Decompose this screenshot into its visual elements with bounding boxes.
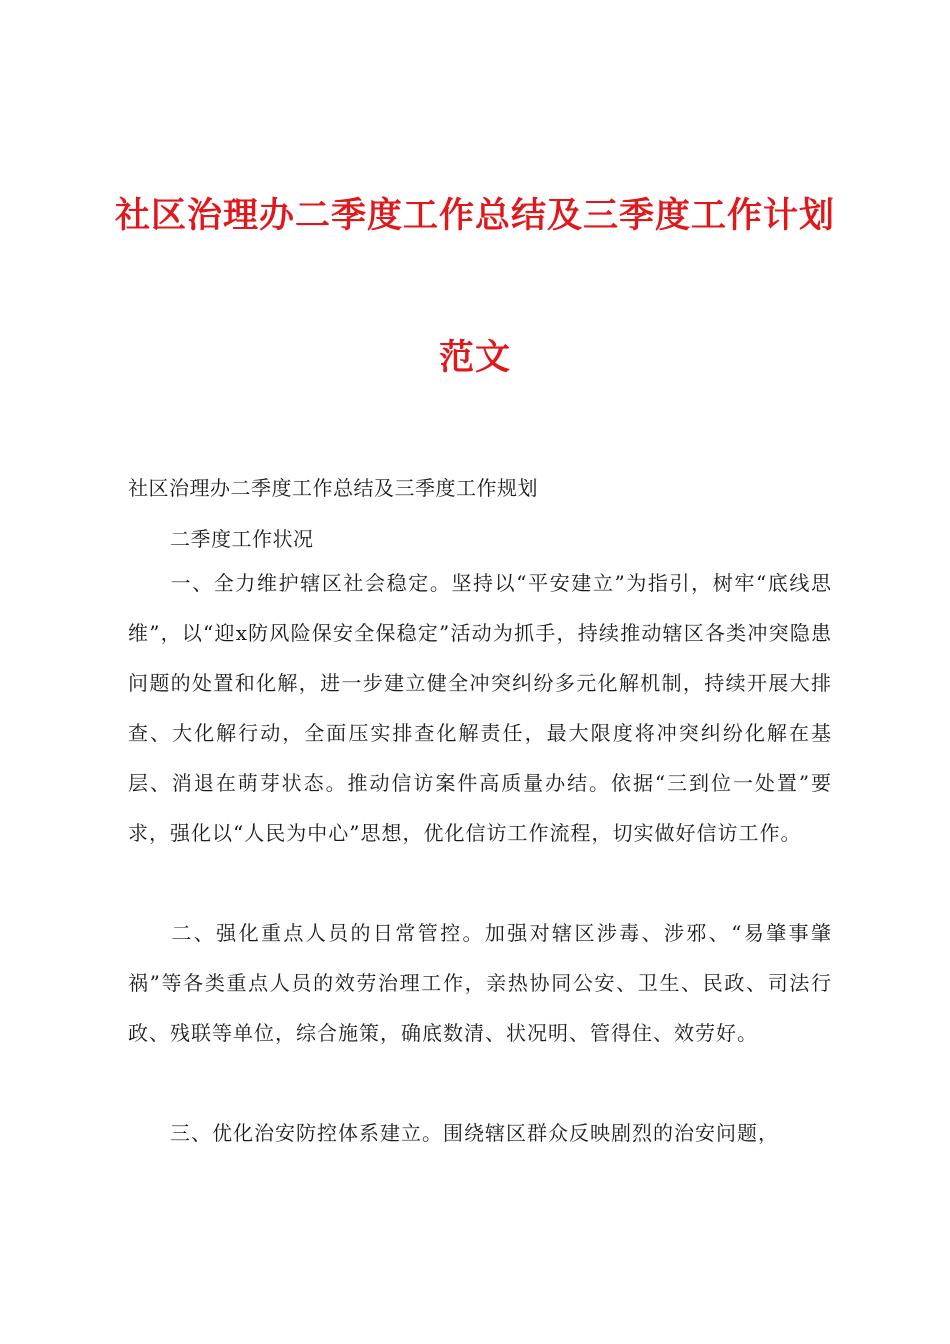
document-subtitle: 社区治理办二季度工作总结及三季度工作规划 bbox=[128, 476, 538, 500]
paragraph-3 bbox=[128, 1108, 832, 1158]
paragraph-1 bbox=[128, 558, 832, 858]
document-title-line-1: 社区治理办二季度工作总结及三季度工作计划 bbox=[114, 196, 835, 236]
document-title-line-2: 范文 bbox=[438, 338, 511, 378]
section-heading: 二季度工作状况 bbox=[170, 527, 314, 551]
paragraph-1-text: 一、全力维护辖区社会稳定。坚持以“平安建立”为指引，树牢“底线思维”，以“迎x防风险保安全保稳定”活动为抓手，持续推动辖区各类冲突隐患问题的处置和化解，进一步建立健全冲突纠纷多元化解机制，持续开展大排查、大化解行动，全面压实排查化解责任，最大限度将冲突纠纷化解在基层、消退在萌芽状态。推动信访案件高质量办结。依据“三到位一处置”要求，强化以“人民为中心”思想，优化信访工作流程，切实做好信访工作。 bbox=[128, 571, 832, 845]
paragraph-3-text: 三、优化治安防控体系建立。围绕辖区群众反映剧烈的治安问题， bbox=[170, 1121, 779, 1145]
paragraph-2-text: 二、强化重点人员的日常管控。加强对辖区涉毒、涉邪、“易肇事肇祸”等各类重点人员的效劳治理工作，亲热协同公安、卫生、民政、司法行政、残联等单位，综合施策，确底数清、状况明、管得住、效劳好。 bbox=[128, 921, 832, 1045]
paragraph-2 bbox=[128, 908, 832, 1058]
